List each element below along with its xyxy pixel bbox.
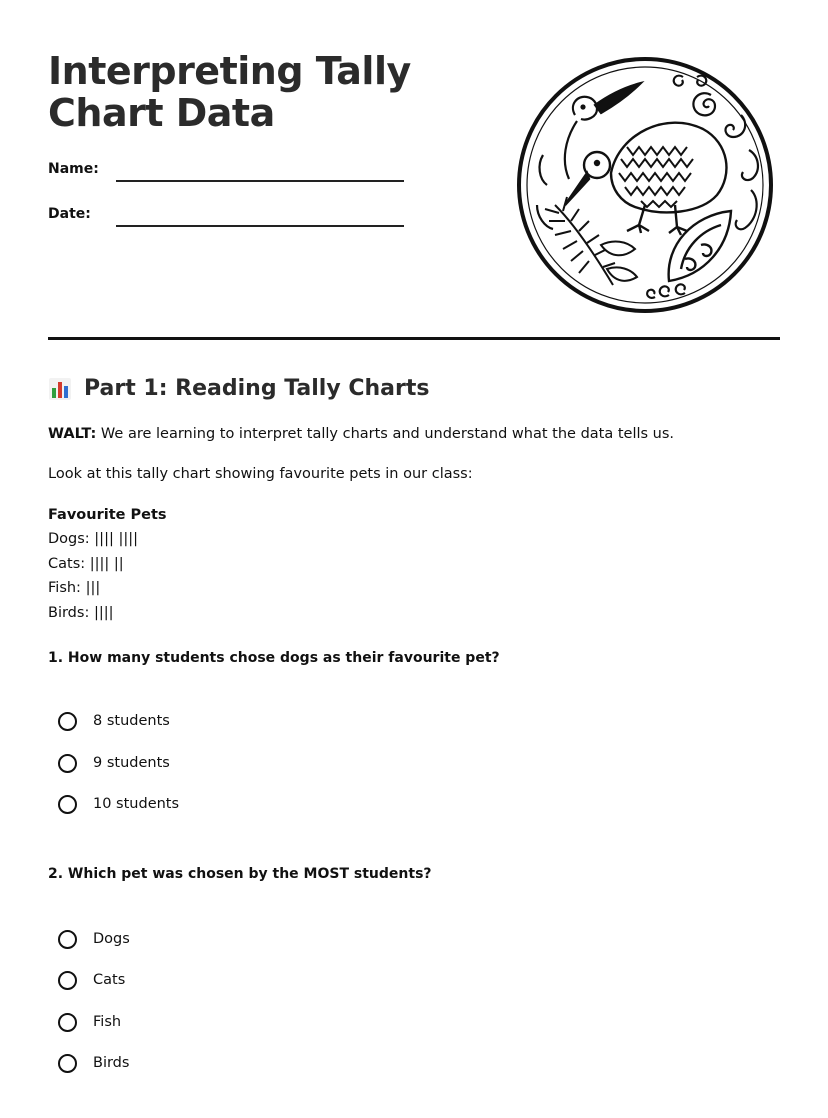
tally-marks: |||| bbox=[93, 605, 114, 621]
tally-row-fish bbox=[48, 578, 100, 598]
tally-label: Cats: bbox=[48, 556, 86, 572]
question-2: 2. Which pet was chosen by the MOST students? bbox=[48, 866, 432, 882]
q1-option-10-students[interactable] bbox=[58, 792, 179, 816]
bar-chart-icon bbox=[48, 377, 72, 401]
tally-marks: |||| |||| bbox=[94, 531, 138, 547]
name-label: Name: bbox=[48, 161, 99, 177]
q2-option-cats[interactable] bbox=[58, 968, 125, 992]
tally-label: Dogs: bbox=[48, 531, 90, 547]
tally-marks: ||| bbox=[85, 580, 101, 596]
q2-option-dogs[interactable] bbox=[58, 927, 130, 951]
tally-row-birds bbox=[48, 603, 113, 623]
walt-text: We are learning to interpret tally charts and understand what the data tells us. bbox=[96, 426, 675, 442]
part1-title: Part 1: Reading Tally Charts bbox=[84, 376, 430, 401]
name-field bbox=[48, 160, 408, 184]
q2-option-fish[interactable] bbox=[58, 1010, 121, 1034]
radio-button[interactable] bbox=[58, 712, 77, 731]
q2-option-birds[interactable] bbox=[58, 1051, 129, 1075]
tally-row-dogs bbox=[48, 529, 138, 549]
radio-button[interactable] bbox=[58, 1013, 77, 1032]
option-label: Fish bbox=[93, 1014, 122, 1030]
radio-button[interactable] bbox=[58, 1054, 77, 1073]
q1-option-9-students[interactable] bbox=[58, 751, 170, 775]
date-field bbox=[48, 205, 408, 229]
part1-heading bbox=[48, 374, 429, 404]
tally-chart-title: Favourite Pets bbox=[48, 507, 167, 523]
kiwi-emblem-icon bbox=[515, 55, 775, 315]
radio-button[interactable] bbox=[58, 930, 77, 949]
tally-label: Birds: bbox=[48, 605, 90, 621]
radio-button[interactable] bbox=[58, 795, 77, 814]
name-write-line bbox=[116, 180, 404, 182]
radio-button[interactable] bbox=[58, 754, 77, 773]
option-label: Cats bbox=[93, 972, 126, 988]
walt-label: WALT: bbox=[48, 426, 97, 442]
question-1: 1. How many students chose dogs as their favourite pet? bbox=[48, 650, 500, 666]
walt-statement bbox=[48, 424, 674, 444]
option-label: 10 students bbox=[93, 796, 180, 812]
tally-marks: |||| || bbox=[89, 556, 124, 572]
intro-text: Look at this tally chart showing favourite pets in our class: bbox=[48, 466, 473, 482]
tally-row-cats bbox=[48, 554, 124, 574]
header-divider bbox=[48, 337, 780, 340]
option-label: Dogs bbox=[93, 931, 130, 947]
worksheet-page bbox=[48, 0, 780, 1118]
q1-option-8-students[interactable] bbox=[58, 709, 170, 733]
option-label: 8 students bbox=[93, 713, 170, 729]
date-label: Date: bbox=[48, 206, 91, 222]
date-write-line bbox=[116, 225, 404, 227]
page-title: Interpreting Tally Chart Data bbox=[48, 49, 411, 135]
option-label: 9 students bbox=[93, 755, 170, 771]
option-label: Birds bbox=[93, 1055, 130, 1071]
tally-label: Fish: bbox=[48, 580, 81, 596]
radio-button[interactable] bbox=[58, 971, 77, 990]
